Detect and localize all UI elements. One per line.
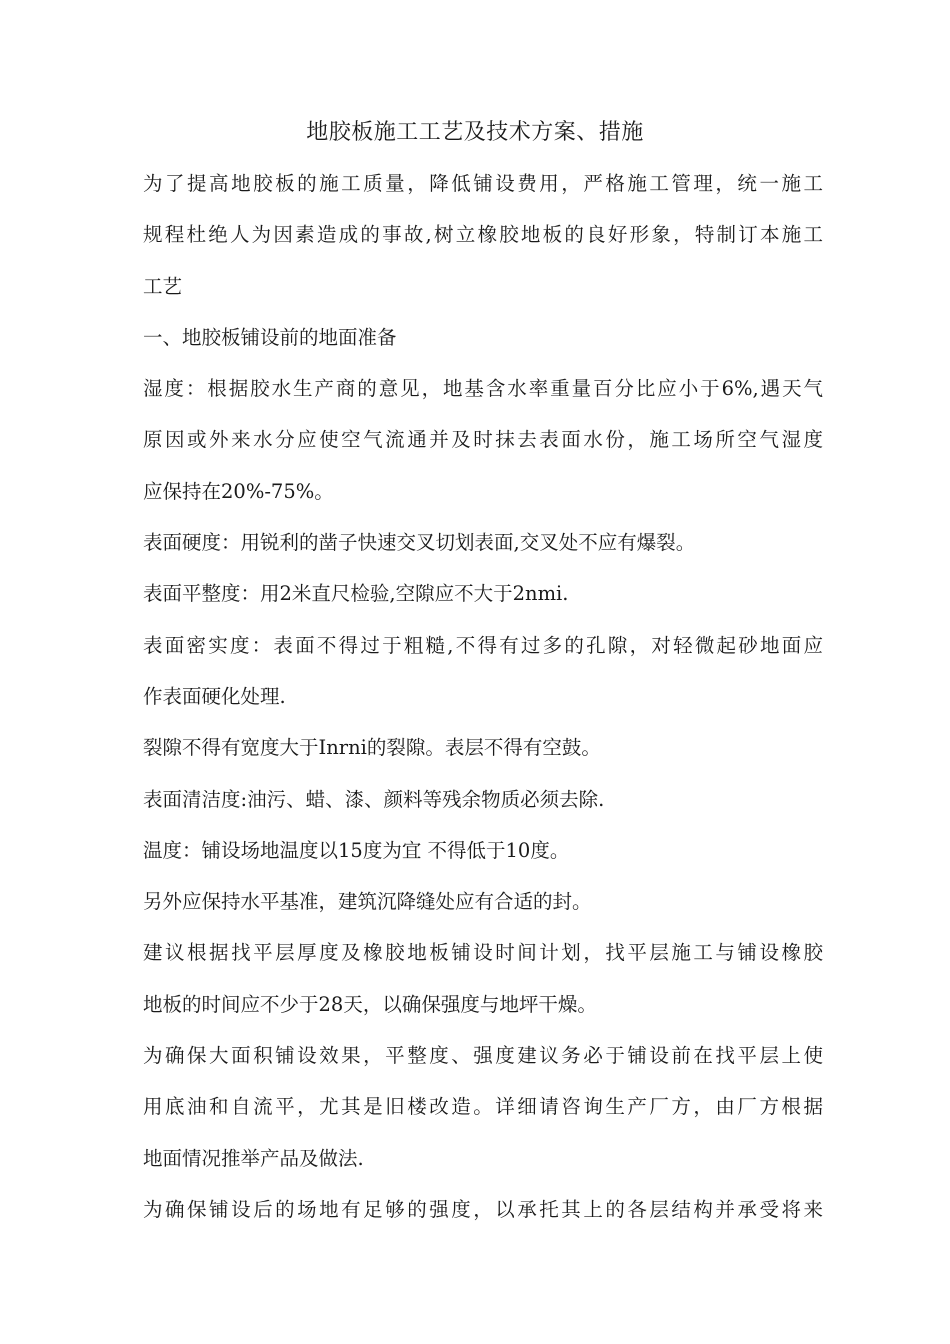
text-line: 规程杜绝人为因素造成的事故,树立橡胶地板的良好形象，特制订本施工: [143, 223, 823, 247]
text-line: 建议根据找平层厚度及橡胶地板铺设时间计划，找平层施工与铺设橡胶: [143, 941, 823, 965]
text-line: 表面密实度：表面不得过于粗糙,不得有过多的孔隙，对轻微起砂地面应: [143, 633, 823, 657]
text-line: 应保持在20%-75%。: [143, 479, 334, 503]
text-line: 温度：铺设场地温度以15度为宜 不得低于10度。: [143, 838, 570, 862]
text-line: 表面清洁度:油污、蜡、漆、颜料等残余物质必须去除.: [143, 787, 605, 811]
text-line: 为了提高地胶板的施工质量，降低铺设费用，严格施工管理，统一施工: [143, 172, 823, 195]
text-line: 另外应保持水平基准，建筑沉降缝处应有合适的封。: [143, 890, 592, 914]
text-line: 为确保铺设后的场地有足够的强度，以承托其上的各层结构并承受将来: [143, 1197, 823, 1221]
text-line: 地面情况推举产品及做法.: [143, 1146, 364, 1170]
text-line: 工艺: [143, 274, 183, 298]
text-line: 作表面硬化处理.: [143, 684, 286, 708]
text-line: 湿度：根据胶水生产商的意见，地基含水率重量百分比应小于6%,遇天气: [143, 377, 823, 401]
text-line: 表面平整度：用2米直尺检验,空隙应不大于2nmi.: [143, 582, 569, 606]
document-body: [143, 158, 823, 1235]
text-line: 用底油和自流平，尤其是旧楼改造。详细请咨询生产厂方，由厂方根据: [143, 1095, 823, 1119]
text-line: 地板的时间应不少于28天，以确保强度与地坪干燥。: [143, 992, 597, 1016]
text-line: 原因或外来水分应使空气流通并及时抹去表面水份，施工场所空气湿度: [143, 428, 823, 452]
document-title: 地胶板施工工艺及技术方案、措施: [306, 120, 644, 145]
text-line: 为确保大面积铺设效果，平整度、强度建议务必于铺设前在找平层上使: [143, 1044, 823, 1068]
text-line: 表面硬度：用锐利的凿子快速交叉切划表面,交叉处不应有爆裂。: [143, 531, 696, 555]
text-line: 一、地胶板铺设前的地面准备: [143, 325, 397, 349]
text-line: 裂隙不得有宽度大于Inrni的裂隙。表层不得有空鼓。: [143, 736, 601, 760]
